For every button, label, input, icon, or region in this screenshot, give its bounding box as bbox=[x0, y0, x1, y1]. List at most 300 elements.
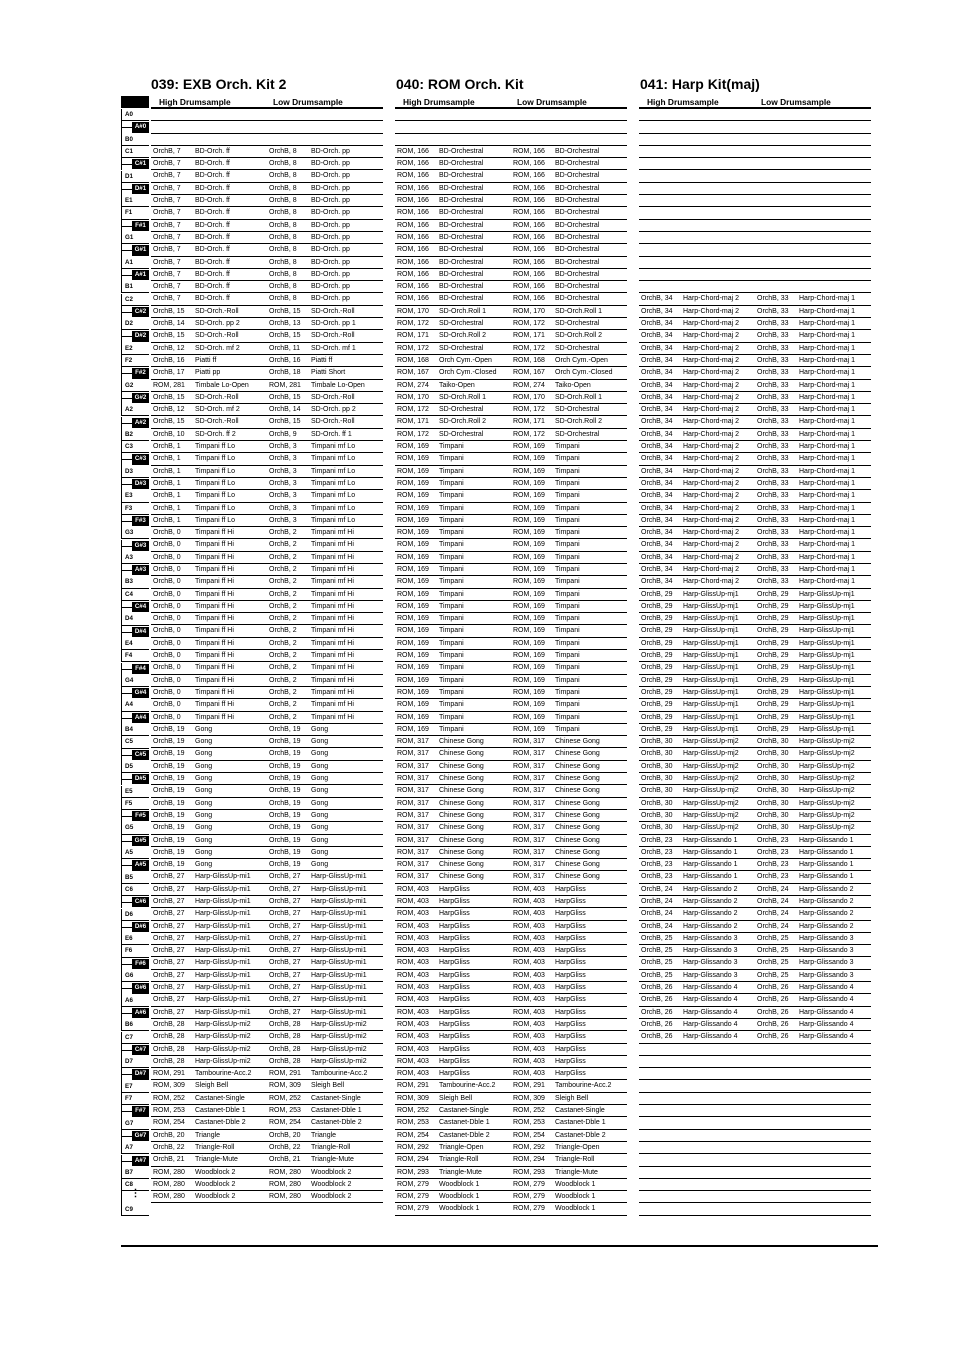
table-row bbox=[395, 453, 627, 465]
table-row bbox=[639, 847, 871, 859]
low-sample-cell: Chinese Gong bbox=[555, 824, 600, 832]
table-row bbox=[151, 552, 383, 564]
low-sample-cell: Triangle-Mute bbox=[555, 1168, 598, 1176]
table-row bbox=[395, 466, 627, 478]
high-bank-cell: ROM, 169 bbox=[397, 676, 429, 684]
low-sample-cell: Harp-Glissando 1 bbox=[799, 836, 854, 844]
high-bank-cell: OrchB, 12 bbox=[153, 344, 185, 352]
kit-040-table bbox=[395, 109, 627, 1216]
low-bank-cell: OrchB, 19 bbox=[269, 750, 301, 758]
high-sample-cell: Timpani ff Lo bbox=[195, 455, 236, 463]
low-bank-cell: ROM, 274 bbox=[513, 381, 545, 389]
high-sample-cell: Woodblock 1 bbox=[439, 1205, 480, 1213]
table-row bbox=[639, 1080, 871, 1092]
table-row bbox=[395, 687, 627, 699]
key-label: A0 bbox=[121, 109, 149, 121]
high-sample-cell: SD-Orch. mf 2 bbox=[195, 406, 240, 414]
high-bank-cell: ROM, 166 bbox=[397, 295, 429, 303]
low-sample-cell: SD-Orch. mf 1 bbox=[311, 344, 356, 352]
key-label bbox=[121, 626, 149, 638]
table-row bbox=[151, 650, 383, 662]
table-row bbox=[151, 576, 383, 588]
table-row bbox=[395, 232, 627, 244]
low-bank-cell: OrchB, 19 bbox=[269, 811, 301, 819]
key-label: F5 bbox=[121, 798, 149, 810]
high-sample-cell: Timpani ff Lo bbox=[195, 467, 236, 475]
high-bank-cell: OrchB, 27 bbox=[153, 984, 185, 992]
low-bank-cell: OrchB, 29 bbox=[757, 725, 789, 733]
low-bank-cell: OrchB, 19 bbox=[269, 725, 301, 733]
low-bank-cell: ROM, 172 bbox=[513, 344, 545, 352]
low-sample-cell: Timpani mf Lo bbox=[311, 479, 356, 487]
low-bank-cell: OrchB, 30 bbox=[757, 799, 789, 807]
high-bank-cell: OrchB, 19 bbox=[153, 824, 185, 832]
high-sample-cell: SD-Orch.Roll 2 bbox=[439, 332, 487, 340]
low-sample-cell: SD-Orch.-Roll bbox=[311, 307, 355, 315]
low-sample-cell: BD-Orchestral bbox=[555, 172, 600, 180]
high-sample-cell: BD-Orchestral bbox=[439, 221, 484, 229]
high-sample-cell: Chinese Gong bbox=[439, 738, 484, 746]
key-label: C6 bbox=[121, 884, 149, 896]
high-bank-cell: ROM, 169 bbox=[397, 652, 429, 660]
table-row bbox=[639, 1007, 871, 1019]
high-bank-cell: OrchB, 25 bbox=[641, 959, 673, 967]
high-bank-cell: OrchB, 30 bbox=[641, 811, 673, 819]
table-row bbox=[151, 687, 383, 699]
high-bank-cell: OrchB, 15 bbox=[153, 332, 185, 340]
high-sample-cell: Timpani bbox=[439, 455, 464, 463]
table-row bbox=[395, 207, 627, 219]
low-bank-cell: ROM, 403 bbox=[513, 885, 545, 893]
low-bank-cell: ROM, 279 bbox=[513, 1193, 545, 1201]
low-bank-cell: ROM, 254 bbox=[513, 1131, 545, 1139]
low-sample-cell: Harp-GlissUp-mj1 bbox=[799, 639, 855, 647]
table-row bbox=[151, 392, 383, 404]
low-sample-cell: HarpGliss bbox=[555, 1033, 586, 1041]
low-sample-cell: Timpani bbox=[555, 529, 580, 537]
low-sample-cell: Harp-GlissUp-mi1 bbox=[311, 873, 367, 881]
key-label: B1 bbox=[121, 281, 149, 293]
high-sample-cell: Timbale Lo-Open bbox=[195, 381, 249, 389]
high-bank-cell: OrchB, 27 bbox=[153, 922, 185, 930]
key-label: F4 bbox=[121, 650, 149, 662]
high-bank-cell: OrchB, 0 bbox=[153, 565, 181, 573]
low-sample-cell: Timpani bbox=[555, 615, 580, 623]
table-row bbox=[151, 527, 383, 539]
high-bank-cell: ROM, 166 bbox=[397, 209, 429, 217]
table-row bbox=[151, 1130, 383, 1142]
low-bank-cell: OrchB, 8 bbox=[269, 283, 297, 291]
black-key: G#6 bbox=[132, 983, 149, 993]
low-bank-cell: ROM, 166 bbox=[513, 160, 545, 168]
low-sample-cell: Timpani mf Hi bbox=[311, 565, 354, 573]
low-bank-cell: OrchB, 3 bbox=[269, 467, 297, 475]
high-bank-cell: ROM, 166 bbox=[397, 197, 429, 205]
table-row bbox=[151, 281, 383, 293]
high-bank-cell: OrchB, 7 bbox=[153, 258, 181, 266]
high-bank-cell: OrchB, 27 bbox=[153, 898, 185, 905]
high-sample-cell: BD-Orchestral bbox=[439, 270, 484, 278]
low-bank-cell: OrchB, 33 bbox=[757, 529, 789, 537]
low-sample-cell: BD-Orch. pp bbox=[311, 172, 350, 180]
high-sample-cell: Harp-Chord-maj 2 bbox=[683, 320, 740, 328]
table-row bbox=[639, 490, 871, 502]
high-bank-cell: ROM, 170 bbox=[397, 393, 429, 401]
high-sample-cell: Harp-GlissUp-mi2 bbox=[195, 1057, 251, 1065]
table-row bbox=[395, 1179, 627, 1191]
low-bank-cell: OrchB, 27 bbox=[269, 910, 301, 918]
black-key: C#6 bbox=[132, 897, 149, 907]
high-sample-cell: Orch Cym.-Closed bbox=[439, 369, 497, 377]
high-bank-cell: OrchB, 7 bbox=[153, 283, 181, 291]
high-sample-cell: Timpani bbox=[439, 492, 464, 500]
low-bank-cell: ROM, 317 bbox=[513, 738, 545, 746]
high-sample-cell: Timpani bbox=[439, 541, 464, 549]
low-bank-cell: OrchB, 14 bbox=[269, 406, 301, 414]
key-divider bbox=[122, 1161, 132, 1162]
high-sample-cell: BD-Orch. ff bbox=[195, 270, 230, 278]
key-divider bbox=[122, 484, 132, 485]
low-bank-cell: OrchB, 16 bbox=[269, 356, 301, 364]
high-bank-cell: OrchB, 20 bbox=[153, 1131, 185, 1139]
key-label bbox=[121, 392, 149, 404]
high-sample-cell: HarpGliss bbox=[439, 996, 470, 1004]
low-sample-cell: Timpani bbox=[555, 701, 580, 709]
high-sample-cell: Woodblock 1 bbox=[439, 1193, 480, 1201]
low-bank-cell: OrchB, 28 bbox=[269, 1057, 301, 1065]
table-row bbox=[639, 293, 871, 305]
key-divider bbox=[122, 927, 132, 928]
high-sample-cell: Timpani ff Hi bbox=[195, 688, 234, 696]
high-sample-cell: Timpani ff Hi bbox=[195, 664, 234, 672]
high-bank-cell: OrchB, 34 bbox=[641, 332, 673, 340]
key-label: E2 bbox=[121, 343, 149, 355]
key-label bbox=[121, 121, 149, 133]
high-bank-cell: OrchB, 26 bbox=[641, 996, 673, 1004]
low-sample-cell: Gong bbox=[311, 750, 329, 758]
high-sample-cell: BD-Orch. ff bbox=[195, 283, 230, 291]
kit-041-title: 041: Harp Kit(maj) bbox=[640, 76, 760, 92]
high-sample-cell: BD-Orchestral bbox=[439, 160, 484, 168]
key-label bbox=[121, 367, 149, 379]
table-row bbox=[639, 638, 871, 650]
low-sample-cell: BD-Orchestral bbox=[555, 147, 600, 155]
high-sample-cell: BD-Orchestral bbox=[439, 209, 484, 217]
high-bank-cell: ROM, 403 bbox=[397, 996, 429, 1004]
table-row bbox=[151, 503, 383, 515]
high-bank-cell: ROM, 317 bbox=[397, 811, 429, 819]
table-row bbox=[151, 269, 383, 281]
high-bank-cell: OrchB, 7 bbox=[153, 246, 181, 254]
table-row bbox=[395, 908, 627, 920]
high-bank-cell: ROM, 169 bbox=[397, 701, 429, 709]
key-label bbox=[121, 896, 149, 908]
table-row bbox=[151, 957, 383, 969]
key-label: C1 bbox=[121, 146, 149, 158]
low-sample-cell: HarpGliss bbox=[555, 1070, 586, 1078]
high-bank-cell: ROM, 403 bbox=[397, 934, 429, 942]
high-sample-cell: HarpGliss bbox=[439, 1057, 470, 1065]
high-bank-cell: OrchB, 27 bbox=[153, 971, 185, 979]
table-row bbox=[639, 625, 871, 637]
key-label: E6 bbox=[121, 933, 149, 945]
low-sample-cell: HarpGliss bbox=[555, 898, 586, 905]
high-bank-cell: OrchB, 23 bbox=[641, 848, 673, 856]
low-sample-cell: Chinese Gong bbox=[555, 861, 600, 869]
high-sample-cell: SD-Orch. mf 2 bbox=[195, 344, 240, 352]
high-sample-cell: Timpani bbox=[439, 701, 464, 709]
key-label: C9 bbox=[121, 1204, 149, 1216]
key-divider bbox=[122, 779, 132, 780]
high-sample-cell: Harp-Chord-maj 2 bbox=[683, 393, 740, 401]
low-bank-cell: OrchB, 29 bbox=[757, 676, 789, 684]
low-sample-cell: HarpGliss bbox=[555, 1020, 586, 1028]
high-sample-cell: Castanet-Single bbox=[439, 1107, 489, 1115]
table-row bbox=[639, 736, 871, 748]
high-sample-cell: HarpGliss bbox=[439, 1070, 470, 1078]
low-bank-cell: ROM, 166 bbox=[513, 197, 545, 205]
high-bank-cell: ROM, 279 bbox=[397, 1205, 429, 1213]
low-sample-cell: Harp-Chord-maj 1 bbox=[799, 393, 856, 401]
table-row bbox=[151, 478, 383, 490]
high-sample-cell: BD-Orch. ff bbox=[195, 246, 230, 254]
high-bank-cell: ROM, 172 bbox=[397, 320, 429, 328]
low-sample-cell: Timpani mf Hi bbox=[311, 688, 354, 696]
high-bank-cell: OrchB, 19 bbox=[153, 725, 185, 733]
high-sample-cell: Timpani ff Lo bbox=[195, 479, 236, 487]
high-sample-cell: Harp-GlissUp-mj1 bbox=[683, 652, 739, 660]
key-label bbox=[121, 515, 149, 527]
high-sample-cell: Timpani ff Hi bbox=[195, 652, 234, 660]
low-sample-cell: BD-Orchestral bbox=[555, 246, 600, 254]
black-key: D#2 bbox=[132, 331, 149, 341]
table-row bbox=[639, 416, 871, 428]
low-sample-cell: Timpani mf Hi bbox=[311, 627, 354, 635]
high-sample-cell: Woodblock 2 bbox=[195, 1180, 236, 1188]
high-sample-cell: Timpani bbox=[439, 443, 464, 451]
high-sample-cell: Gong bbox=[195, 824, 213, 832]
black-key: C#3 bbox=[132, 454, 149, 464]
high-bank-cell: ROM, 169 bbox=[397, 639, 429, 647]
table-row bbox=[395, 699, 627, 711]
low-sample-cell: Timpani bbox=[555, 541, 580, 549]
key-label bbox=[121, 982, 149, 994]
low-bank-cell: OrchB, 19 bbox=[269, 848, 301, 856]
black-key: D#3 bbox=[132, 479, 149, 489]
table-row bbox=[395, 146, 627, 158]
high-bank-cell: OrchB, 28 bbox=[153, 1033, 185, 1041]
table-row bbox=[395, 134, 627, 146]
table-row bbox=[151, 1068, 383, 1080]
high-sample-cell: Harp-GlissUp-mi2 bbox=[195, 1045, 251, 1053]
table-row bbox=[395, 1203, 627, 1215]
low-sample-cell: Orch Cym.-Closed bbox=[555, 369, 613, 377]
key-label bbox=[121, 1007, 149, 1019]
high-sample-cell: Chinese Gong bbox=[439, 799, 484, 807]
low-bank-cell: ROM, 167 bbox=[513, 369, 545, 377]
low-bank-cell: ROM, 172 bbox=[513, 320, 545, 328]
high-bank-cell: OrchB, 7 bbox=[153, 295, 181, 303]
high-sample-cell: Gong bbox=[195, 775, 213, 783]
low-bank-cell: ROM, 166 bbox=[513, 295, 545, 303]
low-sample-cell: Harp-Chord-maj 1 bbox=[799, 430, 856, 438]
low-sample-cell: Woodblock 1 bbox=[555, 1193, 596, 1201]
high-bank-cell: ROM, 169 bbox=[397, 504, 429, 512]
key-label bbox=[121, 663, 149, 675]
low-sample-cell: HarpGliss bbox=[555, 984, 586, 992]
low-sample-cell: Chinese Gong bbox=[555, 750, 600, 758]
high-sample-cell: Harp-GlissUp-mj1 bbox=[683, 590, 739, 598]
table-row bbox=[151, 908, 383, 920]
key-divider bbox=[122, 902, 132, 903]
high-bank-cell: ROM, 279 bbox=[397, 1193, 429, 1201]
table-row bbox=[151, 306, 383, 318]
high-sample-cell: Harp-GlissUp-mj2 bbox=[683, 738, 739, 746]
key-label: G5 bbox=[121, 822, 149, 834]
high-bank-cell: OrchB, 24 bbox=[641, 910, 673, 918]
low-sample-cell: Triangle-Roll bbox=[555, 1156, 595, 1164]
high-sample-cell: Timpani bbox=[439, 688, 464, 696]
kit-040-low-header: Low Drumsample bbox=[517, 97, 587, 107]
high-sample-cell: Harp-GlissUp-mj2 bbox=[683, 762, 739, 770]
low-sample-cell: Harp-Chord-maj 1 bbox=[799, 504, 856, 512]
key-label: B6 bbox=[121, 1019, 149, 1031]
table-row bbox=[395, 638, 627, 650]
high-bank-cell: ROM, 253 bbox=[153, 1107, 185, 1115]
high-sample-cell: Gong bbox=[195, 738, 213, 746]
low-bank-cell: OrchB, 3 bbox=[269, 516, 297, 524]
low-sample-cell: Gong bbox=[311, 762, 329, 770]
key-divider bbox=[122, 250, 132, 251]
high-bank-cell: OrchB, 34 bbox=[641, 541, 673, 549]
low-bank-cell: ROM, 169 bbox=[513, 578, 545, 586]
high-sample-cell: HarpGliss bbox=[439, 1045, 470, 1053]
high-sample-cell: Woodblock 2 bbox=[195, 1168, 236, 1176]
table-row bbox=[395, 380, 627, 392]
table-row bbox=[639, 945, 871, 957]
key-label: G3 bbox=[121, 527, 149, 539]
low-sample-cell: BD-Orch. pp bbox=[311, 197, 350, 205]
key-label: G2 bbox=[121, 380, 149, 392]
table-row bbox=[151, 490, 383, 502]
high-sample-cell: Harp-Chord-maj 2 bbox=[683, 492, 740, 500]
key-label: E5 bbox=[121, 786, 149, 798]
table-row bbox=[639, 527, 871, 539]
high-sample-cell: SD-Orch.Roll 1 bbox=[439, 393, 487, 401]
key-label: A5 bbox=[121, 847, 149, 859]
table-row bbox=[395, 429, 627, 441]
low-sample-cell: Harp-GlissUp-mj1 bbox=[799, 701, 855, 709]
table-row bbox=[395, 183, 627, 195]
high-sample-cell: Harp-Glissando 2 bbox=[683, 922, 738, 930]
table-row bbox=[151, 1031, 383, 1043]
low-sample-cell: Woodblock 2 bbox=[311, 1180, 352, 1188]
low-bank-cell: OrchB, 33 bbox=[757, 381, 789, 389]
low-bank-cell: ROM, 403 bbox=[513, 947, 545, 955]
high-bank-cell: ROM, 166 bbox=[397, 172, 429, 180]
low-bank-cell: ROM, 403 bbox=[513, 1020, 545, 1028]
high-bank-cell: OrchB, 29 bbox=[641, 725, 673, 733]
high-sample-cell: Timpani bbox=[439, 602, 464, 610]
low-sample-cell: Harp-GlissUp-mj1 bbox=[799, 615, 855, 623]
kit-039-high-header: High Drumsample bbox=[159, 97, 231, 107]
low-bank-cell: OrchB, 2 bbox=[269, 701, 297, 709]
high-sample-cell: BD-Orchestral bbox=[439, 197, 484, 205]
high-sample-cell: Timpani bbox=[439, 676, 464, 684]
high-sample-cell: Timpani bbox=[439, 713, 464, 721]
table-row bbox=[151, 884, 383, 896]
low-sample-cell: Harp-GlissUp-mj2 bbox=[799, 762, 855, 770]
high-sample-cell: Harp-GlissUp-mi1 bbox=[195, 910, 251, 918]
low-bank-cell: OrchB, 29 bbox=[757, 688, 789, 696]
table-row bbox=[395, 576, 627, 588]
high-bank-cell: ROM, 166 bbox=[397, 283, 429, 291]
low-sample-cell: Harp-Chord-maj 1 bbox=[799, 443, 856, 451]
low-bank-cell: ROM, 171 bbox=[513, 332, 545, 340]
low-bank-cell: OrchB, 29 bbox=[757, 602, 789, 610]
high-bank-cell: OrchB, 0 bbox=[153, 553, 181, 561]
low-sample-cell: BD-Orch. pp bbox=[311, 221, 350, 229]
low-sample-cell: SD-Orch.-Roll bbox=[311, 332, 355, 340]
high-bank-cell: OrchB, 25 bbox=[641, 971, 673, 979]
high-bank-cell: ROM, 317 bbox=[397, 775, 429, 783]
table-row bbox=[395, 281, 627, 293]
low-bank-cell: ROM, 291 bbox=[269, 1070, 301, 1078]
key-divider bbox=[122, 632, 132, 633]
high-sample-cell: SD-Orch.-Roll bbox=[195, 332, 239, 340]
low-sample-cell: Timpani bbox=[555, 553, 580, 561]
high-bank-cell: OrchB, 29 bbox=[641, 639, 673, 647]
key-label: E1 bbox=[121, 195, 149, 207]
key-label: C4 bbox=[121, 589, 149, 601]
low-bank-cell: OrchB, 27 bbox=[269, 898, 301, 905]
key-label bbox=[121, 244, 149, 256]
table-row bbox=[639, 871, 871, 883]
table-row bbox=[395, 1031, 627, 1043]
low-sample-cell: Woodblock 2 bbox=[311, 1193, 352, 1201]
low-sample-cell: HarpGliss bbox=[555, 885, 586, 893]
high-bank-cell: OrchB, 34 bbox=[641, 565, 673, 573]
key-label: F7 bbox=[121, 1093, 149, 1105]
low-sample-cell: Triangle-Mute bbox=[311, 1156, 354, 1164]
high-sample-cell: HarpGliss bbox=[439, 922, 470, 930]
low-bank-cell: ROM, 279 bbox=[513, 1205, 545, 1213]
table-row bbox=[395, 1080, 627, 1092]
low-sample-cell: Timpani mf Hi bbox=[311, 602, 354, 610]
table-row bbox=[395, 257, 627, 269]
high-bank-cell: OrchB, 34 bbox=[641, 443, 673, 451]
high-bank-cell: ROM, 403 bbox=[397, 959, 429, 967]
high-sample-cell: Gong bbox=[195, 762, 213, 770]
table-row bbox=[151, 613, 383, 625]
low-sample-cell: Timpani bbox=[555, 565, 580, 573]
high-sample-cell: Gong bbox=[195, 750, 213, 758]
table-row bbox=[639, 355, 871, 367]
table-row bbox=[151, 1056, 383, 1068]
high-sample-cell: Triangle-Mute bbox=[439, 1168, 482, 1176]
table-row bbox=[151, 994, 383, 1006]
table-row bbox=[639, 933, 871, 945]
low-sample-cell: Timpani bbox=[555, 602, 580, 610]
low-sample-cell: HarpGliss bbox=[555, 1008, 586, 1016]
high-sample-cell: Harp-GlissUp-mj1 bbox=[683, 688, 739, 696]
low-sample-cell: BD-Orch. pp bbox=[311, 209, 350, 217]
table-row bbox=[639, 773, 871, 785]
high-bank-cell: OrchB, 27 bbox=[153, 873, 185, 881]
table-row bbox=[639, 835, 871, 847]
low-bank-cell: OrchB, 33 bbox=[757, 406, 789, 414]
low-sample-cell: Timpani bbox=[555, 652, 580, 660]
